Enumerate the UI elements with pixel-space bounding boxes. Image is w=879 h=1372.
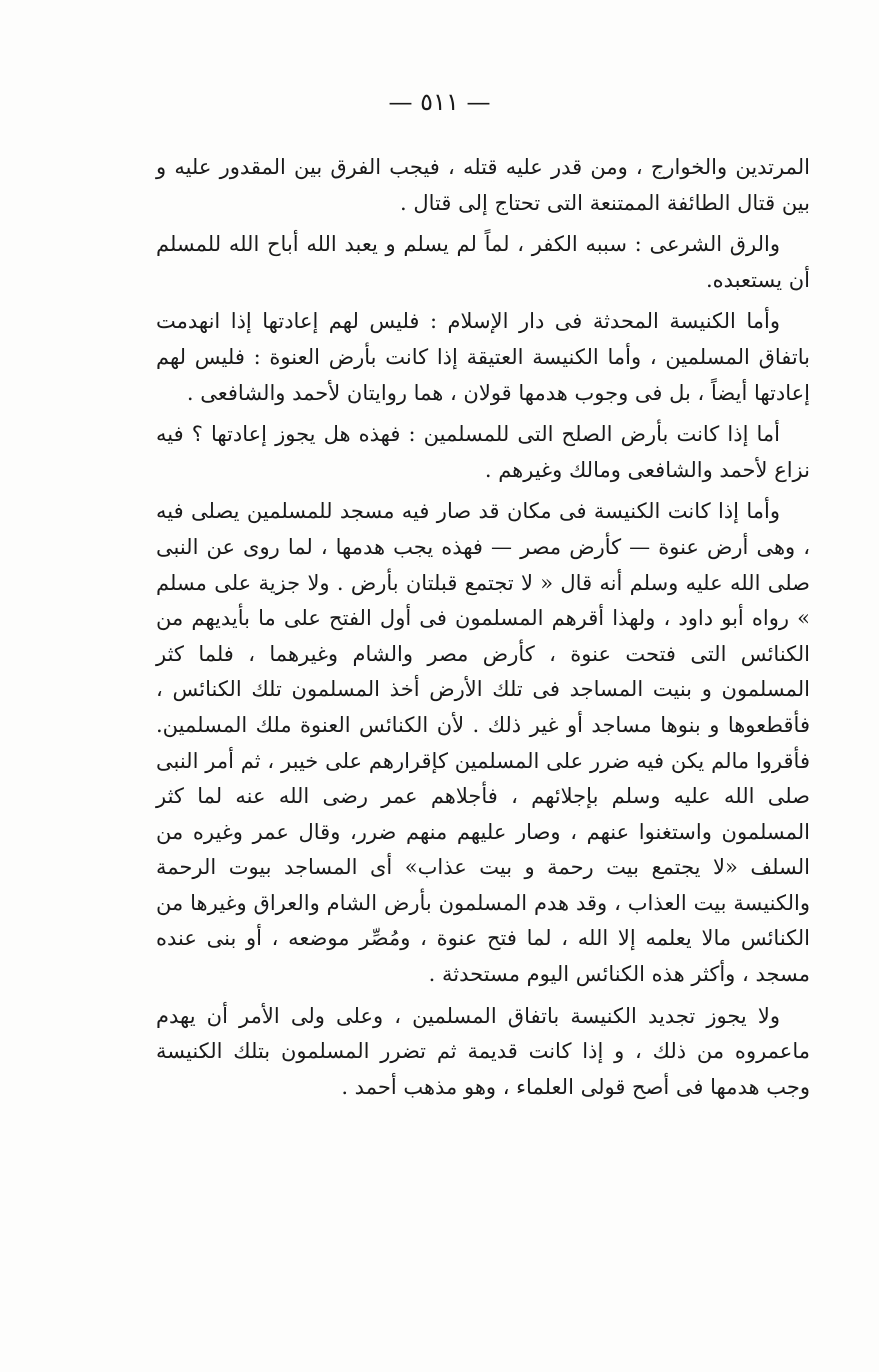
paragraph-2: والرق الشرعى : سببه الكفر ، لماً لم يسلم و يعبد الله أباح الله للمسلم أن يستعبده. — [156, 232, 810, 292]
paragraph-1: المرتدين والخوارج ، ومن قدر عليه قتله ، فيجب الفرق بين المقدور عليه و بين قتال الطائفة الممتنعة التى تحتاج إلى قتال . — [156, 155, 810, 215]
paragraph-3: وأما الكنيسة المحدثة فى دار الإسلام : فليس لهم إعادتها إذا انهدمت باتفاق المسلمين ، وأما الكنيسة العتيقة إذا كانت بأرض العنوة : فليس لهم إعادتها أيضاً ، بل فى وجوب هدمها قولان ، هما روايتان لأحمد والشافعى . — [156, 309, 810, 405]
body-text — [156, 150, 810, 1111]
paragraph-6: ولا يجوز تجديد الكنيسة باتفاق المسلمين ، وعلى ولى الأمر أن يهدم ماعمروه من ذلك ، و إذا كانت قديمة ثم تضرر المسلمون بتلك الكنيسة وجب هدمها فى أصح قولى العلماء ، وهو مذهب أحمد . — [156, 1003, 810, 1099]
paragraph-5: وأما إذا كانت الكنيسة فى مكان قد صار فيه مسجد للمسلمين يصلى فيه ، وهى أرض عنوة — كأرض مصر — فهذه يجب هدمها ، لما روى عن النبى صلى الله عليه وسلم أنه قال « لا تجتمع قبلتان بأرض . ولا جزية على مسلم » رواه أبو داود ، ولهذا أقرهم المسلمون فى أول الفتح على ما بأيديهم من الكنائس التى فتحت عنوة ، كأرض مصر والشام وغيرهما ، فلما كثر المسلمون و بنيت المساجد فى تلك الأرض أخذ المسلمون تلك الكنائس ، فأقطعوها و بنوها مساجد أو غير ذلك . لأن الكنائس العنوة ملك المسلمين. فأقروا مالم يكن فيه ضرر على المسلمين كإقرارهم على خيبر ، ثم أمر النبى صلى الله عليه وسلم بإجلائهم ، فأجلاهم عمر رضى الله عنه لما كثر المسلمون واستغنوا عنهم ، وصار عليهم منهم ضرر، وقال عمر وغيره من السلف «لا يجتمع بيت رحمة و بيت عذاب» أى المساجد بيوت الرحمة والكنيسة بيت العذاب ، وقد هدم المسلمون بأرض الشام والعراق وغيرها من الكنائس مالا يعلمه إلا الله ، لما فتح عنوة ، ومُصِّر موضعه ، أو بنى عنده مسجد ، وأكثر هذه الكنائس اليوم مستحدثة . — [156, 499, 810, 987]
page-number: — ٥١١ — — [388, 88, 491, 116]
paragraph-4: أما إذا كانت بأرض الصلح التى للمسلمين : فهذه هل يجوز إعادتها ؟ فيه نزاع لأحمد والشافعى ومالك وغيرهم . — [156, 422, 810, 482]
